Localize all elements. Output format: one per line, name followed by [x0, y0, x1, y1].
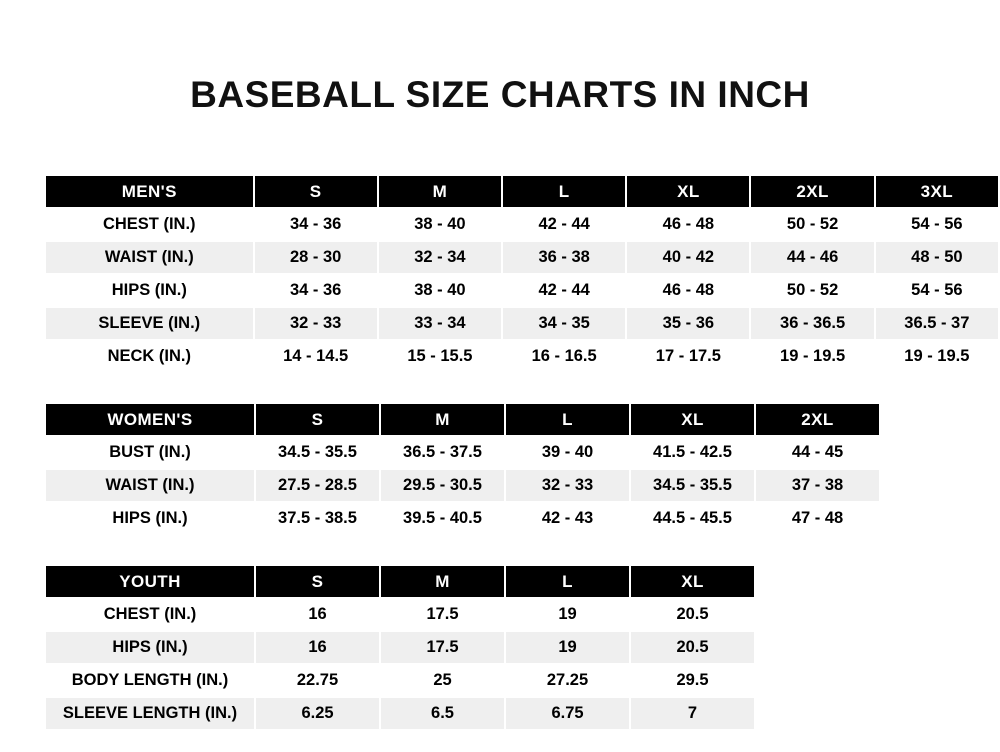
- cell: 27.5 - 28.5: [255, 469, 380, 502]
- cell: 42 - 44: [502, 208, 626, 241]
- youth-header-xl: XL: [630, 565, 755, 598]
- cell: 22.75: [255, 664, 380, 697]
- youth-size-table: [44, 564, 756, 731]
- womens-header-xl: XL: [630, 403, 755, 436]
- table-row: [45, 598, 755, 631]
- cell: 40 - 42: [626, 241, 750, 274]
- cell: 34 - 36: [254, 274, 378, 307]
- cell: 17.5: [380, 598, 505, 631]
- size-tables-container: [0, 174, 1000, 731]
- cell: 38 - 40: [378, 274, 502, 307]
- youth-header-category: YOUTH: [45, 565, 255, 598]
- mens-header-xl: XL: [626, 175, 750, 208]
- table-row: [45, 631, 755, 664]
- womens-table-header: [45, 403, 880, 436]
- cell: 25: [380, 664, 505, 697]
- cell: 7: [630, 697, 755, 730]
- table-row: [45, 436, 880, 469]
- mens-header-3xl: 3XL: [875, 175, 999, 208]
- table-row: [45, 208, 999, 241]
- cell: 50 - 52: [750, 274, 874, 307]
- cell: 39.5 - 40.5: [380, 502, 505, 535]
- cell: 16 - 16.5: [502, 340, 626, 373]
- table-row: [45, 307, 999, 340]
- cell: 16: [255, 631, 380, 664]
- cell: 48 - 50: [875, 241, 999, 274]
- row-label: CHEST (IN.): [45, 598, 255, 631]
- cell: 19: [505, 631, 630, 664]
- cell: 14 - 14.5: [254, 340, 378, 373]
- table-row: [45, 502, 880, 535]
- cell: 32 - 33: [254, 307, 378, 340]
- cell: 17.5: [380, 631, 505, 664]
- cell: 6.75: [505, 697, 630, 730]
- womens-size-table: [44, 402, 881, 536]
- table-row: [45, 469, 880, 502]
- table-row: [45, 274, 999, 307]
- cell: 19 - 19.5: [750, 340, 874, 373]
- cell: 42 - 44: [502, 274, 626, 307]
- mens-header-l: L: [502, 175, 626, 208]
- cell: 41.5 - 42.5: [630, 436, 755, 469]
- womens-header-l: L: [505, 403, 630, 436]
- row-label: BODY LENGTH (IN.): [45, 664, 255, 697]
- cell: 37.5 - 38.5: [255, 502, 380, 535]
- row-label: BUST (IN.): [45, 436, 255, 469]
- youth-header-l: L: [505, 565, 630, 598]
- cell: 36.5 - 37.5: [380, 436, 505, 469]
- cell: 34 - 36: [254, 208, 378, 241]
- cell: 37 - 38: [755, 469, 880, 502]
- row-label: WAIST (IN.): [45, 469, 255, 502]
- cell: 6.25: [255, 697, 380, 730]
- mens-header-m: M: [378, 175, 502, 208]
- mens-header-s: S: [254, 175, 378, 208]
- row-label: WAIST (IN.): [45, 241, 254, 274]
- table-row: [45, 697, 755, 730]
- cell: 44.5 - 45.5: [630, 502, 755, 535]
- mens-size-table: [44, 174, 1000, 374]
- womens-header-2xl: 2XL: [755, 403, 880, 436]
- table-header-row: [45, 175, 999, 208]
- cell: 44 - 45: [755, 436, 880, 469]
- cell: 29.5 - 30.5: [380, 469, 505, 502]
- cell: 54 - 56: [875, 274, 999, 307]
- row-label: NECK (IN.): [45, 340, 254, 373]
- cell: 32 - 33: [505, 469, 630, 502]
- table-row: [45, 241, 999, 274]
- cell: 34.5 - 35.5: [630, 469, 755, 502]
- womens-header-m: M: [380, 403, 505, 436]
- row-label: HIPS (IN.): [45, 631, 255, 664]
- cell: 54 - 56: [875, 208, 999, 241]
- row-label: HIPS (IN.): [45, 274, 254, 307]
- cell: 35 - 36: [626, 307, 750, 340]
- cell: 42 - 43: [505, 502, 630, 535]
- youth-table-header: [45, 565, 755, 598]
- cell: 6.5: [380, 697, 505, 730]
- cell: 16: [255, 598, 380, 631]
- table-header-row: [45, 565, 755, 598]
- cell: 36 - 36.5: [750, 307, 874, 340]
- mens-table-body: [45, 208, 999, 373]
- cell: 36.5 - 37: [875, 307, 999, 340]
- cell: 39 - 40: [505, 436, 630, 469]
- cell: 47 - 48: [755, 502, 880, 535]
- cell: 33 - 34: [378, 307, 502, 340]
- row-label: SLEEVE LENGTH (IN.): [45, 697, 255, 730]
- youth-header-m: M: [380, 565, 505, 598]
- cell: 38 - 40: [378, 208, 502, 241]
- cell: 20.5: [630, 631, 755, 664]
- mens-table-header: [45, 175, 999, 208]
- table-row: [45, 664, 755, 697]
- cell: 15 - 15.5: [378, 340, 502, 373]
- youth-header-s: S: [255, 565, 380, 598]
- row-label: CHEST (IN.): [45, 208, 254, 241]
- table-header-row: [45, 403, 880, 436]
- cell: 46 - 48: [626, 274, 750, 307]
- cell: 17 - 17.5: [626, 340, 750, 373]
- womens-table-body: [45, 436, 880, 535]
- cell: 29.5: [630, 664, 755, 697]
- table-row: [45, 340, 999, 373]
- youth-table-body: [45, 598, 755, 730]
- cell: 46 - 48: [626, 208, 750, 241]
- cell: 50 - 52: [750, 208, 874, 241]
- cell: 34.5 - 35.5: [255, 436, 380, 469]
- cell: 34 - 35: [502, 307, 626, 340]
- cell: 27.25: [505, 664, 630, 697]
- cell: 19: [505, 598, 630, 631]
- cell: 19 - 19.5: [875, 340, 999, 373]
- cell: 36 - 38: [502, 241, 626, 274]
- row-label: HIPS (IN.): [45, 502, 255, 535]
- page-title: BASEBALL SIZE CHARTS IN INCH: [190, 74, 810, 115]
- cell: 28 - 30: [254, 241, 378, 274]
- mens-header-category: MEN'S: [45, 175, 254, 208]
- mens-header-2xl: 2XL: [750, 175, 874, 208]
- womens-header-category: WOMEN'S: [45, 403, 255, 436]
- womens-header-s: S: [255, 403, 380, 436]
- cell: 20.5: [630, 598, 755, 631]
- row-label: SLEEVE (IN.): [45, 307, 254, 340]
- cell: 44 - 46: [750, 241, 874, 274]
- cell: 32 - 34: [378, 241, 502, 274]
